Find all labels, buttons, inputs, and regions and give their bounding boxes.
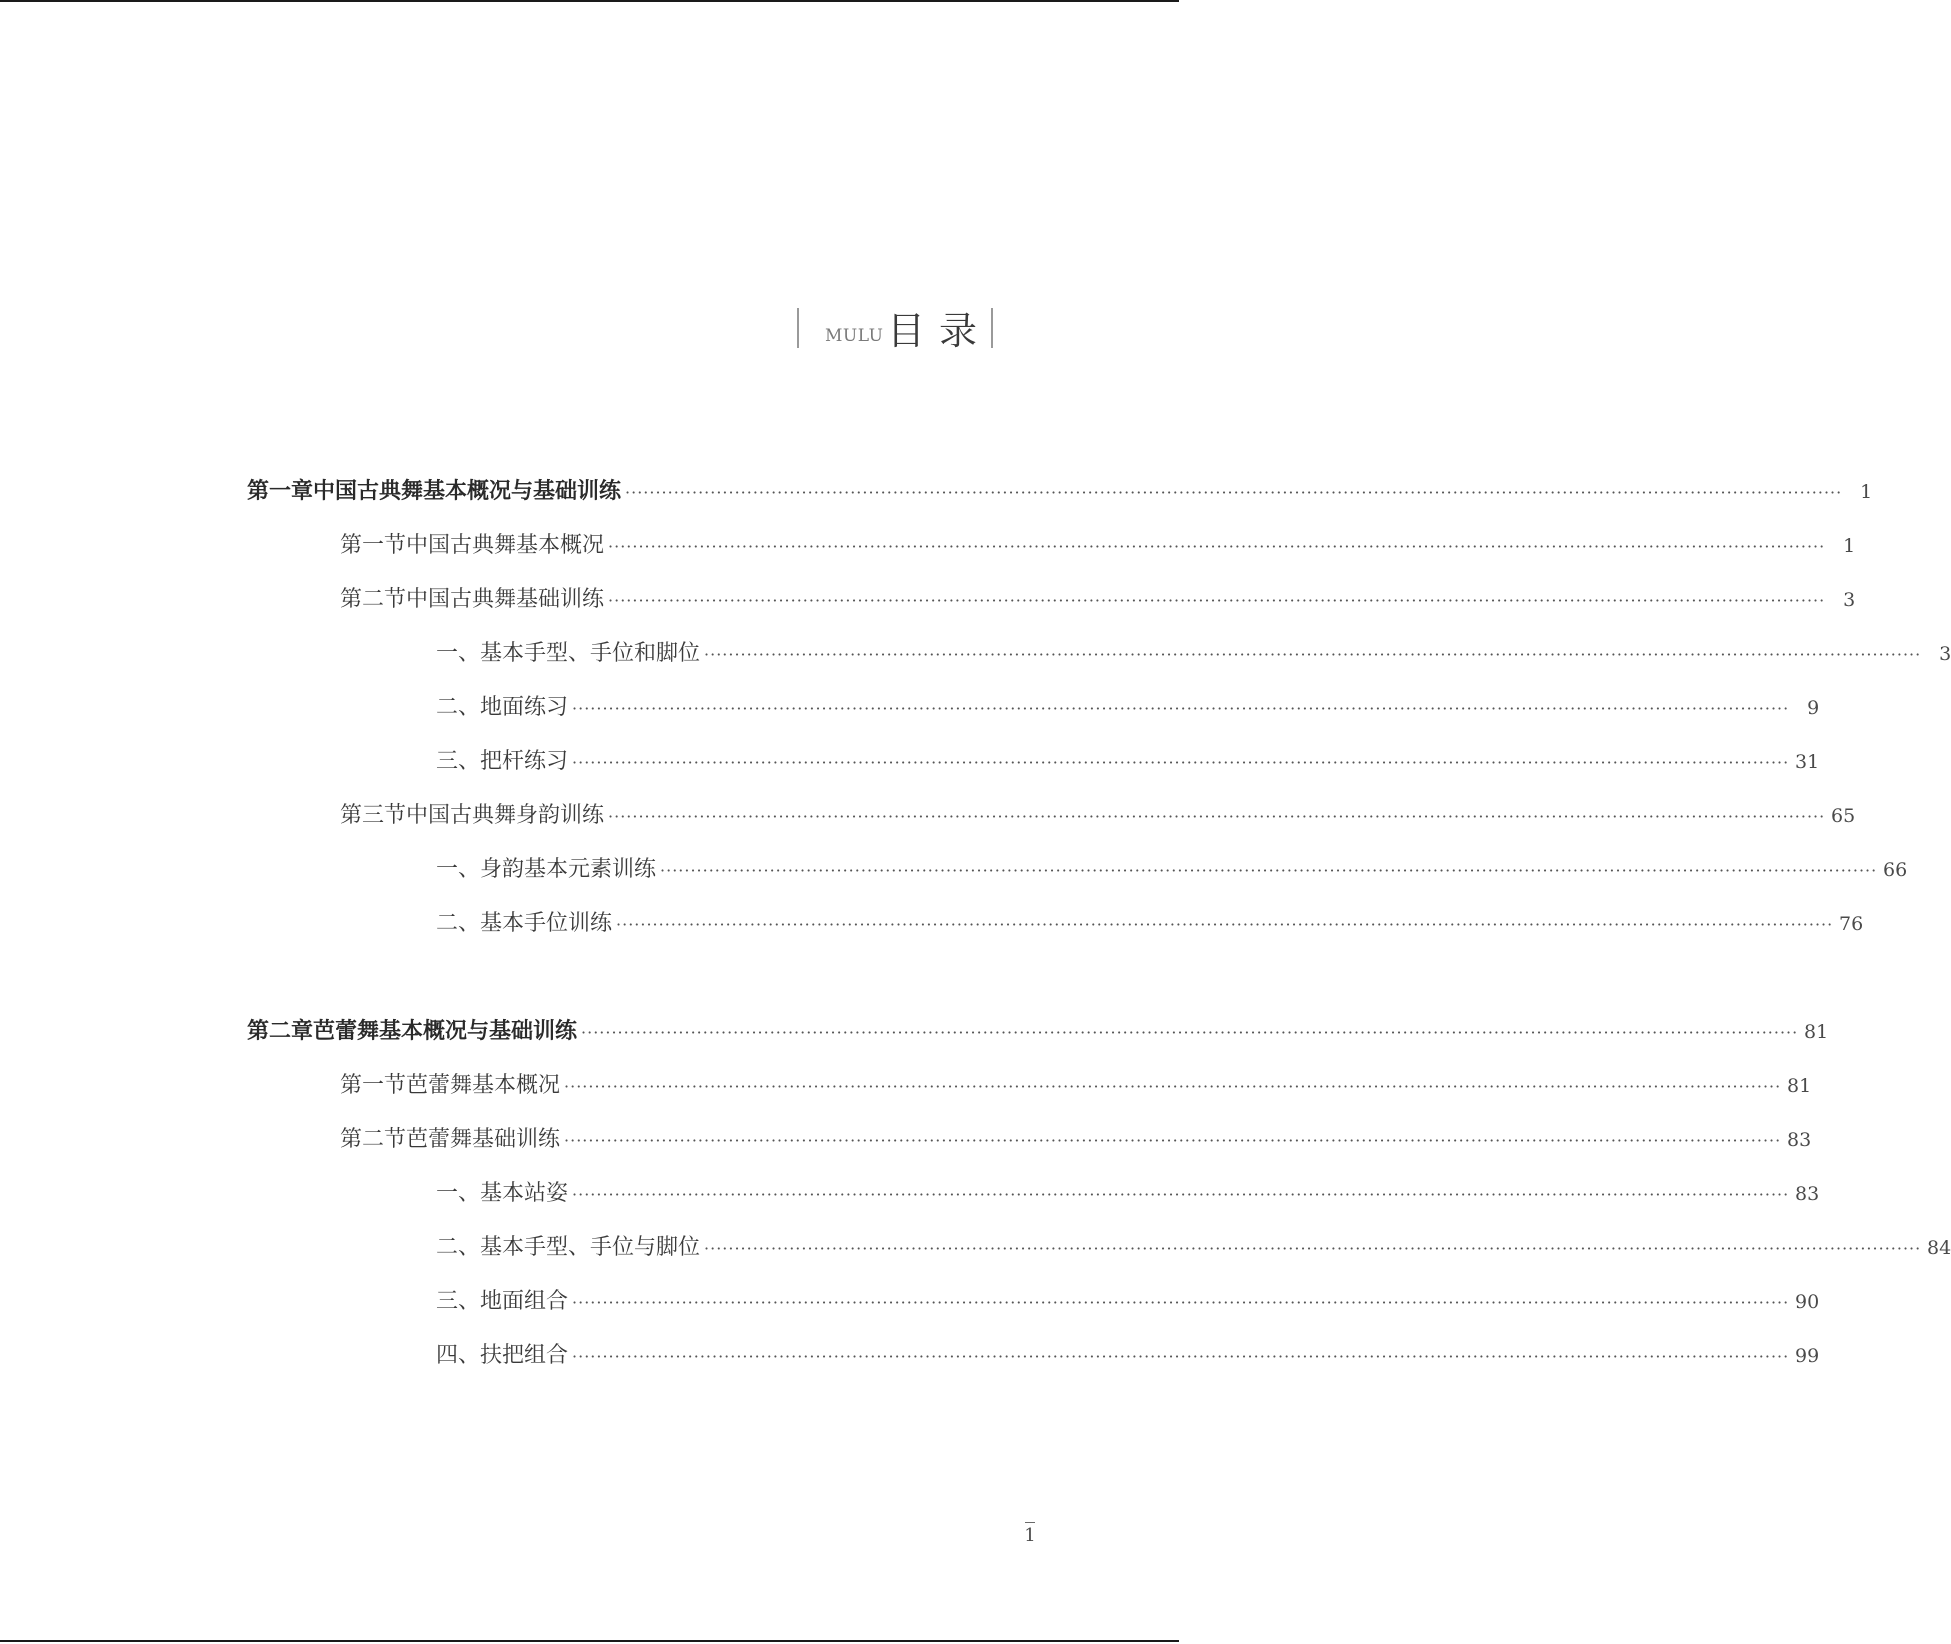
chapter-number: 第二章 <box>247 1019 314 1044</box>
dot-leader: ········································································································································································································ <box>608 537 1826 556</box>
section-number: 第二节 <box>340 587 407 612</box>
toc-section-entry[interactable] <box>340 530 1856 562</box>
entry-page-number: 3 <box>1939 643 1951 665</box>
entry-title: 芭蕾舞基础训练 <box>406 1127 561 1152</box>
dot-leader: ········································································································································································································ <box>572 699 1790 718</box>
folio-number: 1 <box>1024 1525 1036 1546</box>
header-pinyin: MULU <box>825 326 884 346</box>
toc-header <box>795 300 995 353</box>
dot-leader: ········································································································································································································ <box>704 645 1922 664</box>
dot-leader: ········································································································································································································ <box>581 1023 1799 1042</box>
dot-leader: ········································································································································································································ <box>608 591 1826 610</box>
dot-leader: ········································································································································································································ <box>572 1185 1790 1204</box>
entry-page-number: 83 <box>1795 1183 1820 1205</box>
entry-page-number: 1 <box>1860 481 1873 503</box>
dot-leader: ········································································································································································································ <box>660 861 1878 880</box>
header-right-bar <box>991 308 993 348</box>
toc-item-entry[interactable] <box>436 638 1951 670</box>
entry-page-number: 9 <box>1807 697 1820 719</box>
entry-page-number: 90 <box>1795 1291 1820 1313</box>
section-number: 第三节 <box>340 803 407 828</box>
entry-title: 中国古典舞基础训练 <box>406 587 605 612</box>
entry-title: 芭蕾舞基本概况与基础训练 <box>313 1019 578 1044</box>
entry-title: 一、基本站姿 <box>436 1181 569 1206</box>
toc-item-entry[interactable] <box>436 692 1820 724</box>
toc-section-entry[interactable] <box>340 1070 1812 1102</box>
entry-page-number: 81 <box>1804 1021 1829 1043</box>
toc-item-entry[interactable] <box>436 746 1820 778</box>
page-number <box>1022 1522 1038 1546</box>
dot-leader: ········································································································································································································ <box>572 753 1790 772</box>
toc-section-entry[interactable] <box>340 584 1856 616</box>
dot-leader: ········································································································································································································ <box>625 483 1843 502</box>
entry-page-number: 81 <box>1787 1075 1812 1097</box>
dot-leader: ········································································································································································································ <box>616 915 1834 934</box>
entry-title: 二、地面练习 <box>436 695 569 720</box>
top-rule <box>0 0 1179 2</box>
dot-leader: ········································································································································································································ <box>572 1347 1790 1366</box>
header-left-bar <box>797 308 799 348</box>
entry-page-number: 83 <box>1787 1129 1812 1151</box>
section-number: 第二节 <box>340 1127 407 1152</box>
page-title: 目录 <box>887 309 992 353</box>
toc-item-entry[interactable] <box>436 1340 1820 1372</box>
entry-title: 二、基本手位训练 <box>436 911 613 936</box>
section-number: 第一节 <box>340 533 407 558</box>
toc-item-entry[interactable] <box>436 1232 1951 1264</box>
entry-title: 中国古典舞基本概况 <box>406 533 605 558</box>
dot-leader: ········································································································································································································ <box>572 1293 1790 1312</box>
entry-page-number: 65 <box>1831 805 1856 827</box>
section-number: 第一节 <box>340 1073 407 1098</box>
entry-title: 一、基本手型、手位和脚位 <box>436 641 701 666</box>
entry-page-number: 76 <box>1839 913 1864 935</box>
toc-chapter-entry[interactable] <box>247 476 1873 508</box>
toc-item-entry[interactable] <box>436 908 1864 940</box>
entry-title: 一、身韵基本元素训练 <box>436 857 657 882</box>
entry-title: 中国古典舞基本概况与基础训练 <box>313 479 622 504</box>
entry-page-number: 31 <box>1795 751 1820 773</box>
entry-title: 三、把杆练习 <box>436 749 569 774</box>
chapter-number: 第一章 <box>247 479 314 504</box>
entry-title: 四、扶把组合 <box>436 1343 569 1368</box>
entry-title: 中国古典舞身韵训练 <box>406 803 605 828</box>
entry-page-number: 1 <box>1843 535 1856 557</box>
dot-leader: ········································································································································································································ <box>564 1077 1782 1096</box>
toc-section-entry[interactable] <box>340 1124 1812 1156</box>
entry-page-number: 3 <box>1843 589 1856 611</box>
toc-item-entry[interactable] <box>436 1286 1820 1318</box>
entry-page-number: 99 <box>1795 1345 1820 1367</box>
dot-leader: ········································································································································································································ <box>704 1239 1922 1258</box>
entry-page-number: 84 <box>1927 1237 1951 1259</box>
entry-title: 芭蕾舞基本概况 <box>406 1073 561 1098</box>
toc-chapter-entry[interactable] <box>247 1016 1829 1048</box>
bottom-rule <box>0 1640 1179 1642</box>
toc-item-entry[interactable] <box>436 854 1908 886</box>
entry-page-number: 66 <box>1883 859 1908 881</box>
dot-leader: ········································································································································································································ <box>608 807 1826 826</box>
toc-section-entry[interactable] <box>340 800 1856 832</box>
entry-title: 二、基本手型、手位与脚位 <box>436 1235 701 1260</box>
toc-item-entry[interactable] <box>436 1178 1820 1210</box>
folio-tick <box>1025 1522 1035 1523</box>
entry-title: 三、地面组合 <box>436 1289 569 1314</box>
dot-leader: ········································································································································································································ <box>564 1131 1782 1150</box>
